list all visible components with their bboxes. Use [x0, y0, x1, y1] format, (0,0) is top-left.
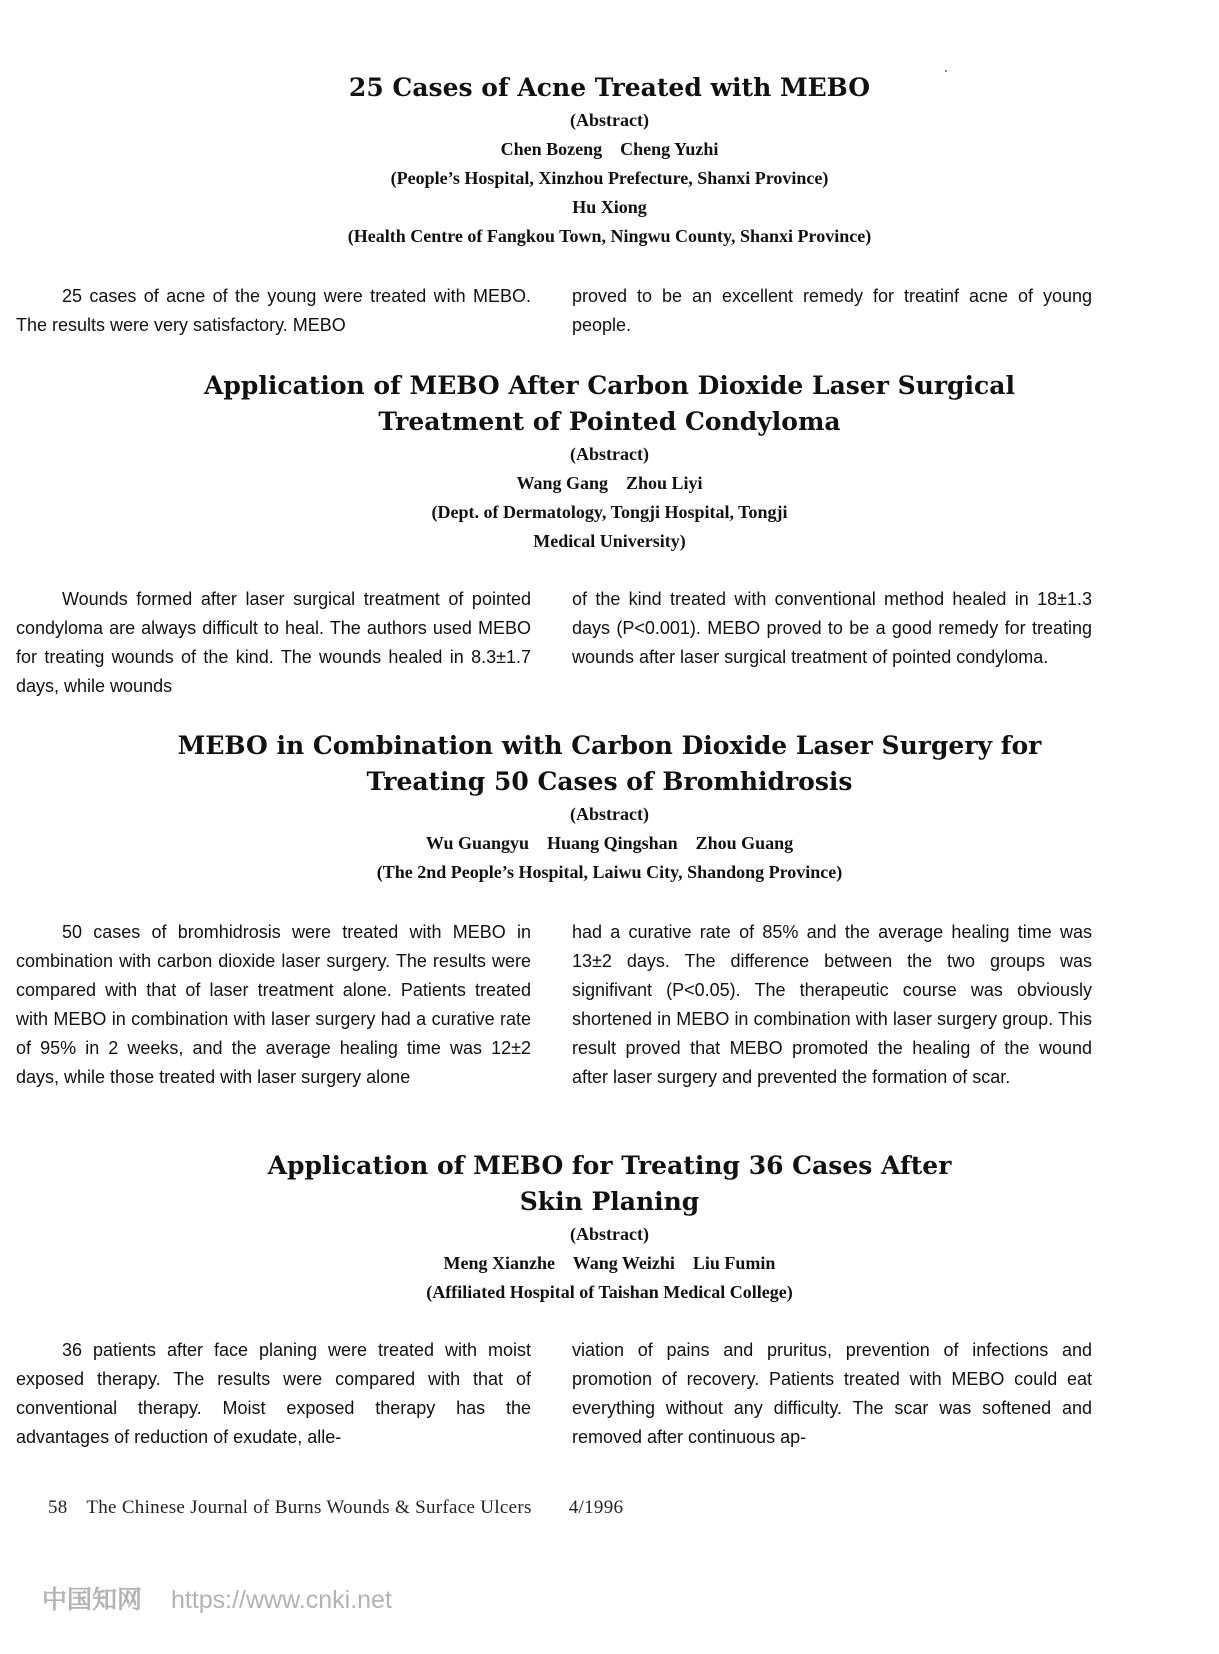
authors: Meng Xianzhe Wang Weizhi Liu Fumin [443, 1253, 776, 1273]
article-body [0, 282, 1219, 335]
journal-name: The Chinese Journal of Burns Wounds & Surface Ulcers [86, 1497, 532, 1518]
title-line: Application of MEBO After Carbon Dioxide Laser Surgical [204, 371, 1015, 400]
body-right-column [572, 918, 1092, 1092]
title-line: 25 Cases of Acne Treated with MEBO [348, 73, 871, 102]
title-line: MEBO in Combination with Carbon Dioxide Laser Surgery for [177, 731, 1042, 760]
article-body [0, 918, 1219, 1087]
abstract-label: (Abstract) [570, 444, 649, 464]
authors: Chen Bozeng Cheng Yuzhi [500, 139, 719, 159]
body-left-column [16, 282, 531, 340]
page-number: 58 [48, 1497, 68, 1518]
body-text: viation of pains and pruritus, prevention of infections and promotion of recovery. Patients treated with MEBO could eat everything without any difficulty. The scar was softened and removed after continuous ap- [572, 1340, 1092, 1447]
title-line: Treating 50 Cases of Bromhidrosis [366, 767, 853, 796]
article-title [0, 1148, 1219, 1220]
title-line: Skin Planing [519, 1187, 700, 1216]
body-text: proved to be an excellent remedy for treatinf acne of young people. [572, 286, 1092, 335]
body-left-column [16, 918, 531, 1092]
page-footer [48, 1497, 637, 1519]
issue-number: 4/1996 [568, 1497, 624, 1518]
body-left-column [16, 1336, 531, 1452]
article-title [0, 70, 1219, 106]
body-right-column [572, 282, 1092, 340]
authors: Wang Gang Zhou Liyi [516, 473, 703, 493]
affiliation: Medical University) [533, 531, 686, 551]
affiliation: (The 2nd People’s Hospital, Laiwu City, Shandong Province) [376, 862, 843, 882]
article-title [0, 368, 1219, 440]
article-skin-planing [0, 1148, 1219, 1307]
abstract-label: (Abstract) [570, 1224, 649, 1244]
abstract-label: (Abstract) [570, 110, 649, 130]
body-left-column [16, 585, 531, 701]
body-text: 50 cases of bromhidrosis were treated with MEBO in combination with carbon dioxide laser surgery. The results were compared with that of laser treatment alone. Patients treated with MEBO in combination with laser surgery had a curative rate of 95% in 2 weeks, and the average healing time was 12±2 days, while those treated with laser surgery alone [16, 922, 531, 1087]
body-text: of the kind treated with conventional method healed in 18±1.3 days (P<0.001). MEBO proved to be a good remedy for treating wounds after laser surgical treatment of pointed condyloma. [572, 589, 1092, 667]
article-title [0, 728, 1219, 800]
abstract-label: (Abstract) [570, 804, 649, 824]
body-text: 25 cases of acne of the young were treated with MEBO. The results were very satisfactory. MEBO [16, 286, 531, 335]
article-body [0, 585, 1219, 696]
title-line: Treatment of Pointed Condyloma [378, 407, 841, 436]
affiliation: (Affiliated Hospital of Taishan Medical College) [426, 1282, 793, 1302]
affiliation: (Health Centre of Fangkou Town, Ningwu County, Shanxi Province) [347, 226, 872, 246]
article-condyloma [0, 368, 1219, 556]
affiliation: (Dept. of Dermatology, Tongji Hospital, Tongji [431, 502, 788, 522]
authors: Wu Guangyu Huang Qingshan Zhou Guang [425, 833, 794, 853]
title-line: Application of MEBO for Treating 36 Cases After [267, 1151, 952, 1180]
article-body [0, 1336, 1219, 1447]
body-right-column [572, 1336, 1092, 1452]
body-text: Wounds formed after laser surgical treatment of pointed condyloma are always difficult to heal. The authors used MEBO for treating wounds of the kind. The wounds healed in 8.3±1.7 days, while wounds [16, 589, 531, 696]
cnki-url: https://www.cnki.net [170, 1586, 392, 1614]
body-text: had a curative rate of 85% and the average healing time was 13±2 days. The difference between the two groups was signifivant (P<0.05). The therapeutic course was obviously shortened in MEBO in combination with laser surgery group. This result proved that MEBO promoted the healing of the wound after laser surgery and prevented the formation of scar. [572, 922, 1092, 1087]
affiliation: (People’s Hospital, Xinzhou Prefecture, Shanxi Province) [390, 168, 829, 188]
cnki-logo: 中国知网 [42, 1586, 143, 1614]
body-right-column [572, 585, 1092, 672]
cnki-watermark [42, 1580, 392, 1616]
article-acne [0, 70, 1219, 251]
body-text: 36 patients after face planing were treated with moist exposed therapy. The results were compared with that of conventional therapy. Moist exposed therapy has the advantages of reduction of exudate, alle- [16, 1340, 531, 1447]
article-bromhidrosis [0, 728, 1219, 887]
authors: Hu Xiong [572, 197, 647, 217]
